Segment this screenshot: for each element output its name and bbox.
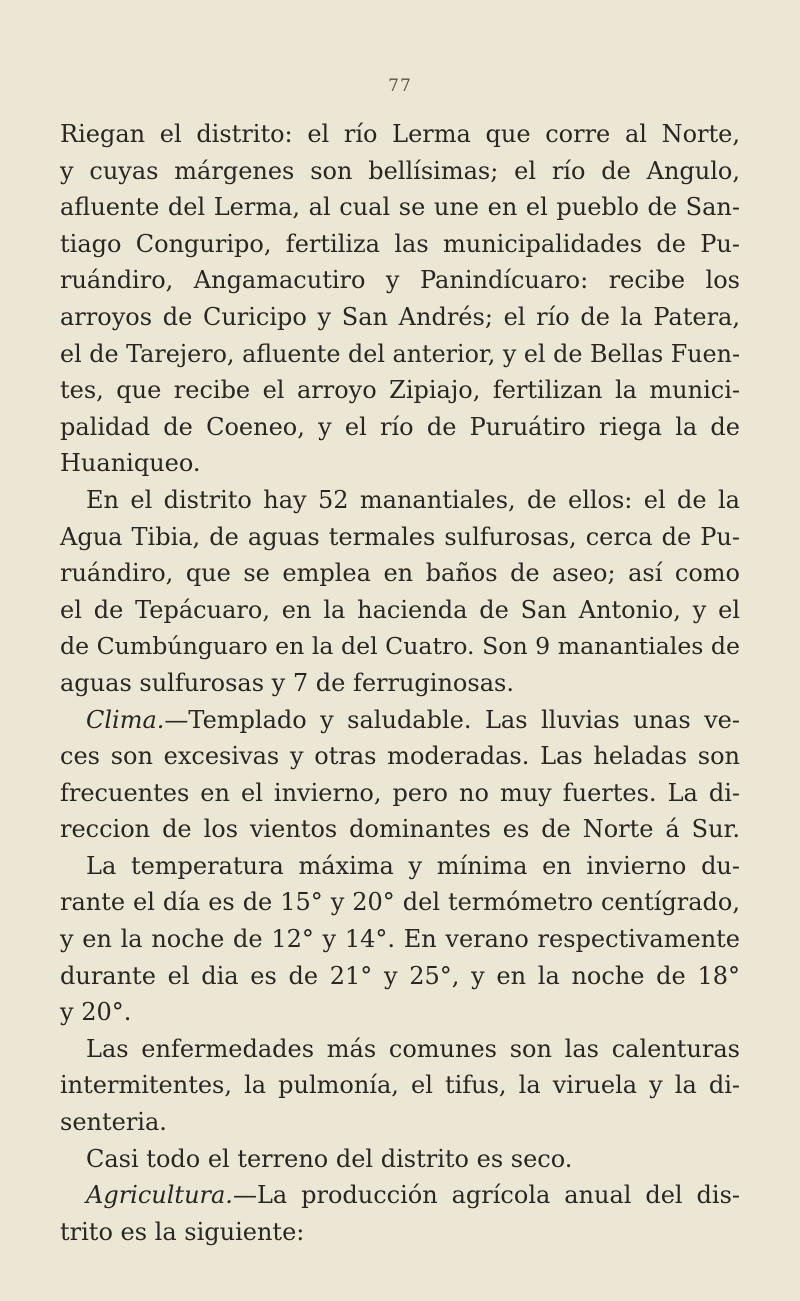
text-line: ces son excesivas y otras moderadas. Las heladas son (60, 742, 740, 771)
text-line: La temperatura máxima y mínima en invierno du- (86, 851, 740, 880)
text-line: Clima.—Templado y saludable. Las lluvias unas ve- (86, 705, 740, 734)
text-line: senteria. (60, 1108, 167, 1137)
text-line: tiago Conguripo, fertiliza las municipalidades de Pu- (60, 229, 740, 258)
text-line: Las enfermedades más comunes son las calenturas (86, 1034, 740, 1063)
section-heading-agricultura: Agricultura. (86, 1181, 233, 1210)
text-line: y en la noche de 12° y 14°. En verano respectivamente (60, 925, 740, 954)
text-line: afluente del Lerma, al cual se une en el pueblo de San- (60, 193, 740, 222)
text-line: durante el dia es de 21° y 25°, y en la noche de 18° (60, 961, 740, 990)
text-line: trito es la siguiente: (60, 1217, 305, 1246)
text-line: Huaniqueo. (60, 449, 201, 478)
text-line: reccion de los vientos dominantes es de Norte á Sur. (60, 815, 740, 844)
body-text (60, 116, 740, 1250)
text-line: arroyos de Curicipo y San Andrés; el río de la Patera, (60, 302, 740, 331)
text-line: palidad de Coeneo, y el río de Puruátiro riega la de (60, 412, 740, 441)
text-line: y cuyas márgenes son bellísimas; el río de Angulo, (60, 156, 740, 185)
text-line: Agua Tibia, de aguas termales sulfurosas, cerca de Pu- (60, 522, 740, 551)
text-line: ruándiro, que se emplea en baños de aseo; así como (60, 559, 740, 588)
text-line: En el distrito hay 52 manantiales, de ellos: el de la (86, 485, 740, 514)
text-line: Riegan el distrito: el río Lerma que corre al Norte, (60, 120, 740, 148)
text-line: intermitentes, la pulmonía, el tifus, la viruela y la di- (60, 1071, 740, 1100)
text-line: frecuentes en el invierno, pero no muy fuertes. La di- (60, 778, 740, 807)
text-line: ruándiro, Angamacutiro y Panindícuaro: recibe los (60, 266, 740, 295)
page-number: 77 (388, 76, 412, 96)
text-line: Agricultura.—La producción agrícola anual del dis- (86, 1181, 740, 1210)
text-line: de Cumbúnguaro en la del Cuatro. Son 9 manantiales de (60, 632, 740, 661)
text-line: tes, que recibe el arroyo Zipiajo, fertilizan la munici- (60, 376, 740, 405)
text-line: rante el día es de 15° y 20° del termómetro centígrado, (60, 888, 740, 917)
text-line: el de Tepácuaro, en la hacienda de San Antonio, y el (60, 595, 740, 624)
text-line: y 20°. (60, 998, 132, 1027)
text-line: Casi todo el terreno del distrito es seco. (86, 1144, 573, 1173)
section-heading-clima: Clima. (86, 705, 165, 734)
text-line: el de Tarejero, afluente del anterior, y el de Bellas Fuen- (60, 339, 740, 368)
text-line: aguas sulfurosas y 7 de ferruginosas. (60, 668, 514, 697)
